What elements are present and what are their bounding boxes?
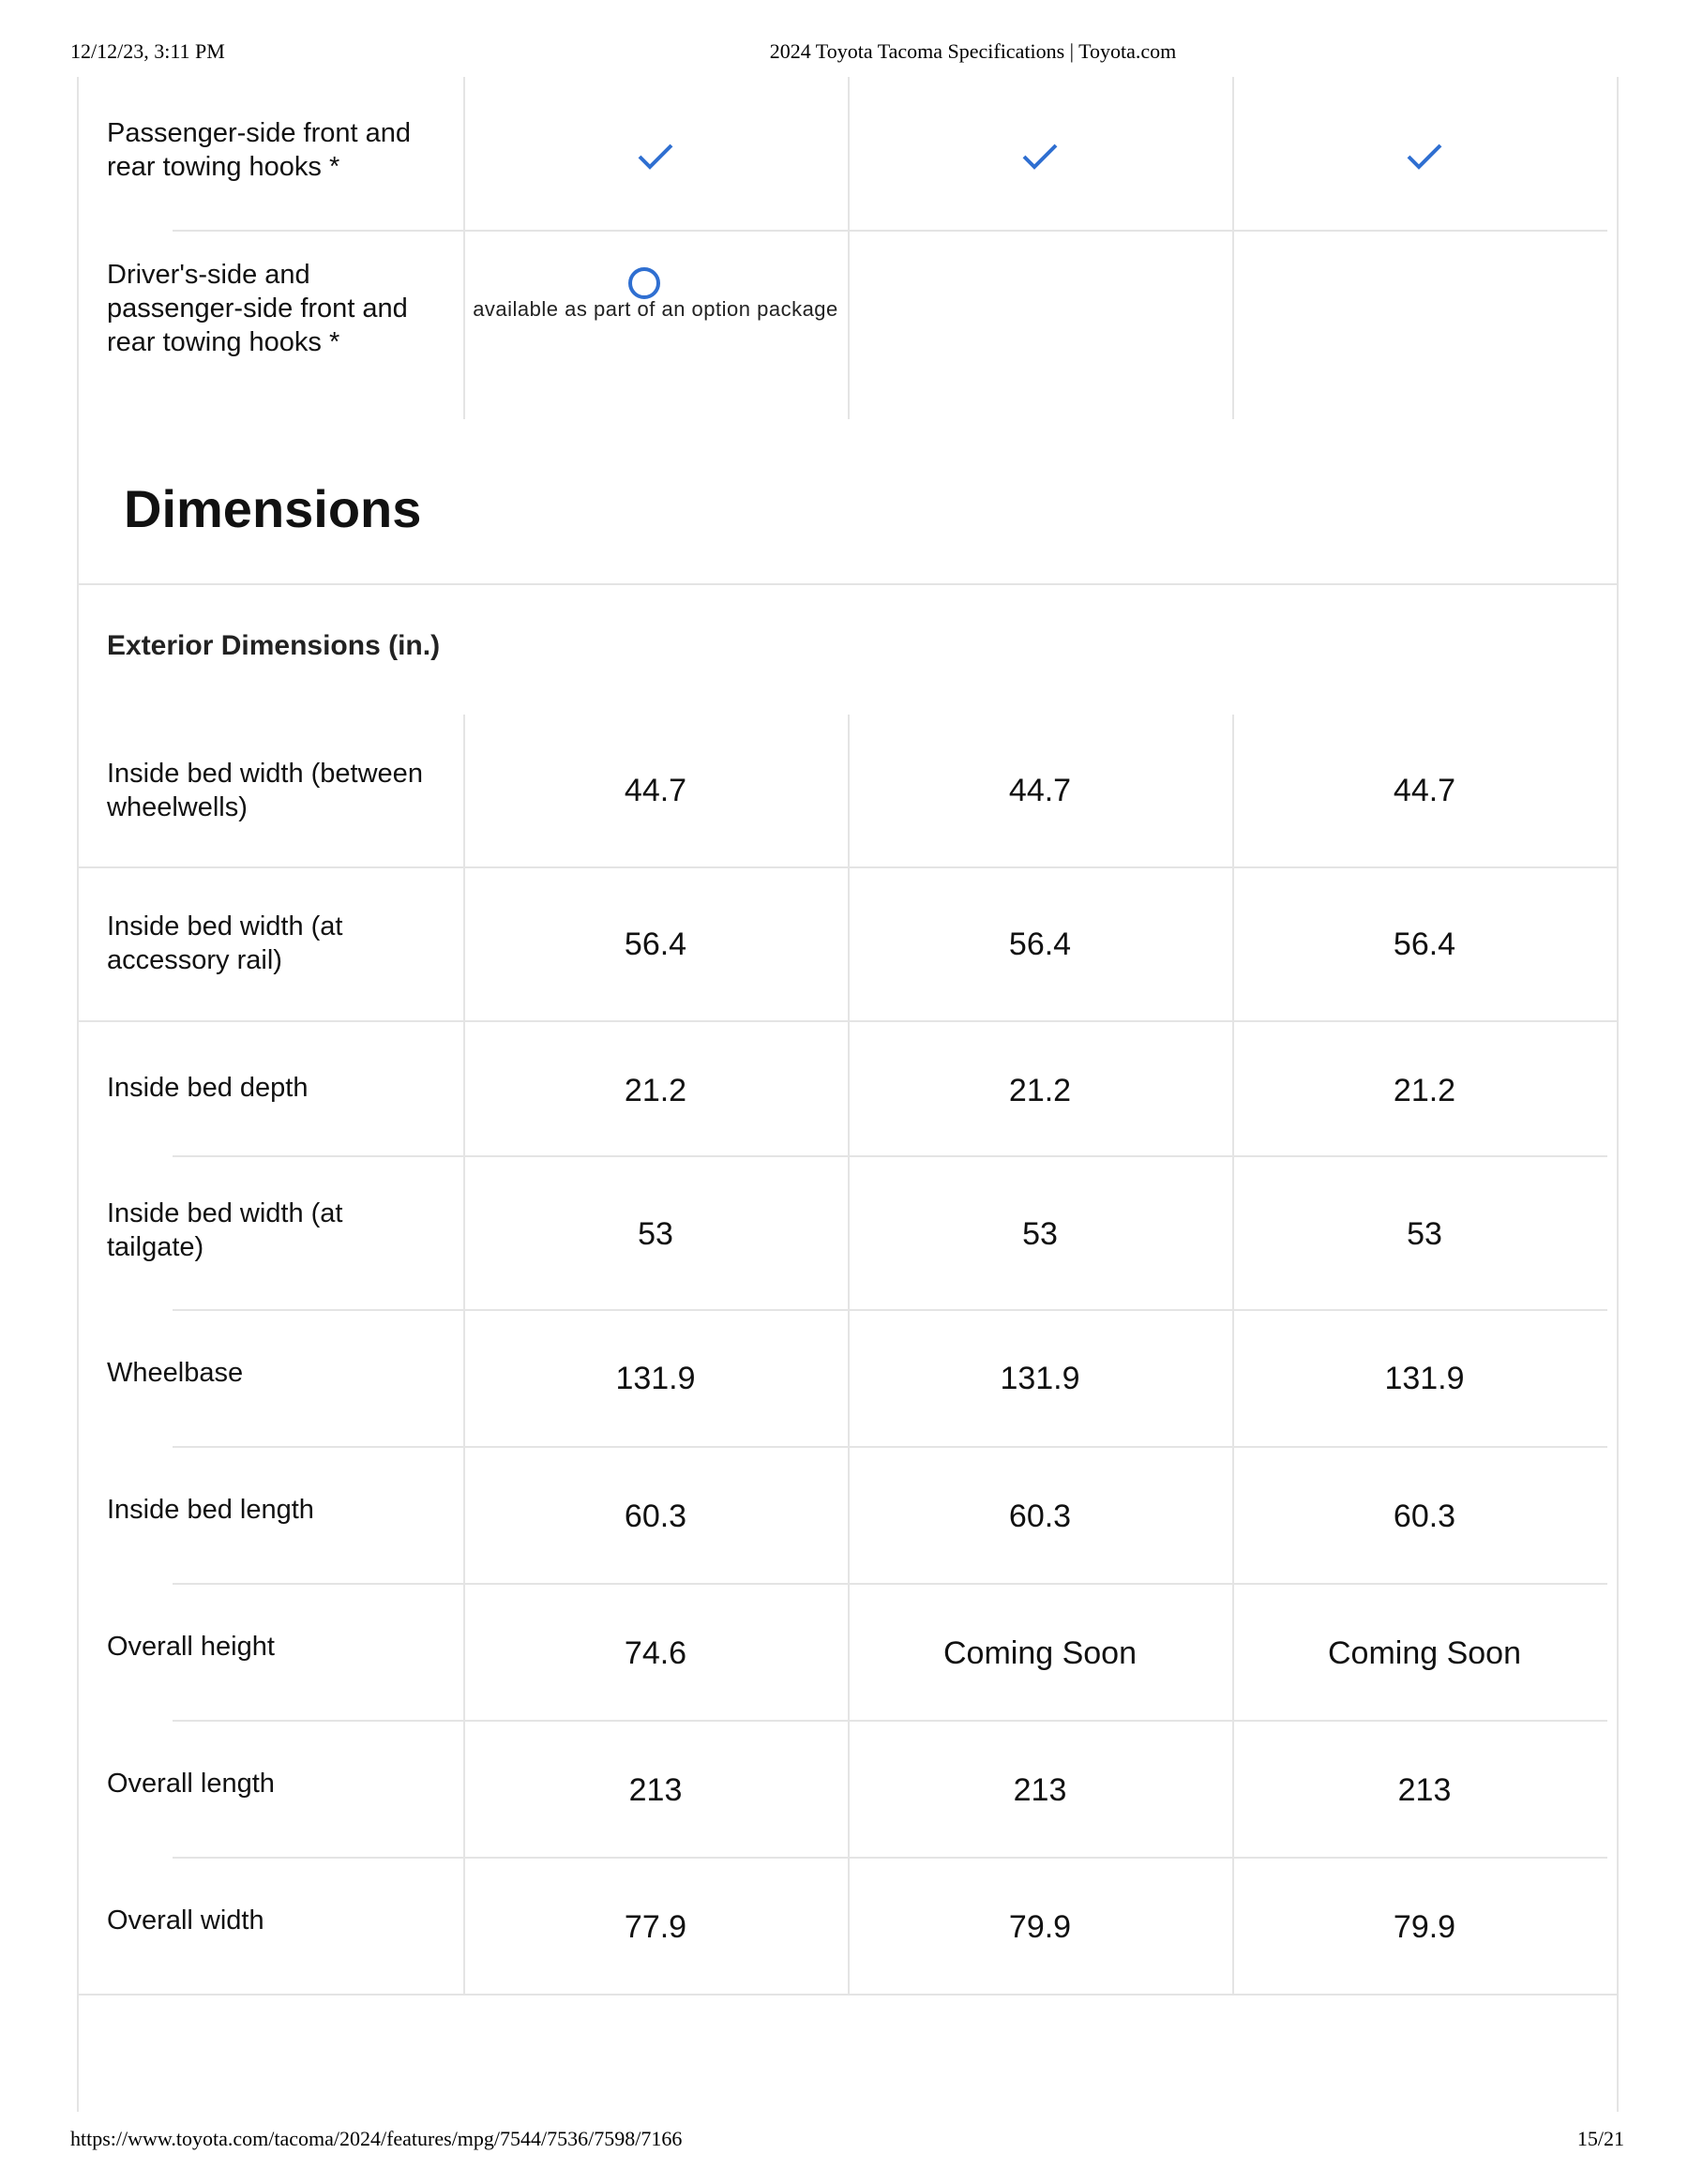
spec-row — [79, 1859, 1617, 1994]
spec-row — [79, 1448, 1617, 1583]
column-divider — [463, 77, 465, 419]
spec-value: 131.9 — [615, 1361, 696, 1396]
spec-value: Coming Soon — [942, 1635, 1137, 1671]
row-label: Inside bed width (at tailgate) — [107, 1198, 343, 1262]
row-label: Driver's-side and passenger-side front and rear towing hooks * — [107, 260, 408, 357]
row-label: Overall length — [107, 1769, 275, 1799]
spec-value: 213 — [1013, 1772, 1067, 1808]
spec-value: 60.3 — [1393, 1499, 1456, 1534]
row-label: Inside bed width (between wheelwells) — [107, 759, 423, 822]
spec-value: 53 — [1407, 1216, 1442, 1252]
spec-value: 131.9 — [1000, 1361, 1080, 1396]
print-page-title: 2024 Toyota Tacoma Specifications | Toyota.com — [769, 39, 1177, 63]
subsection-title-exterior: Exterior Dimensions (in.) — [107, 630, 441, 661]
spec-table-frame — [77, 77, 1619, 2112]
spec-value: 56.4 — [1393, 926, 1456, 962]
row-label: Overall height — [107, 1632, 275, 1662]
spec-row — [79, 1311, 1617, 1446]
spec-value: Coming Soon — [1327, 1635, 1521, 1671]
spec-row — [79, 1585, 1617, 1720]
section-divider — [79, 583, 1617, 585]
spec-value: 21.2 — [624, 1073, 687, 1108]
column-divider — [848, 77, 850, 419]
spec-value: 21.2 — [1393, 1073, 1456, 1108]
spec-value: 60.3 — [624, 1499, 687, 1534]
row-label: Wheelbase — [107, 1358, 244, 1388]
spec-value: 79.9 — [1393, 1909, 1456, 1945]
spec-value: 60.3 — [1008, 1499, 1072, 1534]
check-icon — [637, 143, 674, 171]
spec-value: 213 — [628, 1772, 683, 1808]
print-page-number: 15/21 — [1576, 2127, 1624, 2150]
row-label: Inside bed width (at accessory rail) — [107, 911, 343, 975]
row-label: Overall width — [107, 1905, 264, 1935]
row-label: Passenger-side front and rear towing hooks * — [107, 118, 412, 182]
row-label: Inside bed length — [107, 1495, 314, 1525]
check-icon — [1406, 143, 1443, 171]
section-title-dimensions: Dimensions — [124, 479, 422, 538]
spec-row — [79, 715, 1617, 866]
spec-row — [79, 1157, 1617, 1311]
spec-value: 79.9 — [1008, 1909, 1072, 1945]
spec-value: 56.4 — [1008, 926, 1072, 962]
spec-value: 53 — [1022, 1216, 1058, 1252]
spec-value: 131.9 — [1384, 1361, 1465, 1396]
spec-value: 21.2 — [1008, 1073, 1072, 1108]
spec-value: 44.7 — [1393, 773, 1456, 808]
spec-value: 56.4 — [624, 926, 687, 962]
spec-row — [79, 1022, 1617, 1157]
spec-value: 74.6 — [624, 1635, 687, 1671]
spec-row — [79, 868, 1617, 1020]
option-circle-icon — [628, 267, 660, 299]
option-package-note: available as part of an option package — [473, 297, 838, 321]
spec-value: 44.7 — [624, 773, 687, 808]
spec-value: 44.7 — [1008, 773, 1072, 808]
print-datetime: 12/12/23, 3:11 PM — [70, 39, 225, 63]
row-label: Inside bed depth — [107, 1073, 309, 1103]
print-url: https://www.toyota.com/tacoma/2024/features/mpg/7544/7536/7598/7166 — [70, 2127, 683, 2150]
spec-row — [79, 1722, 1617, 1857]
check-icon — [1021, 143, 1059, 171]
spec-value: 77.9 — [624, 1909, 687, 1945]
column-divider — [1232, 77, 1234, 419]
section-bottom-divider — [79, 1994, 1617, 1996]
spec-value: 53 — [638, 1216, 673, 1252]
spec-value: 213 — [1397, 1772, 1452, 1808]
